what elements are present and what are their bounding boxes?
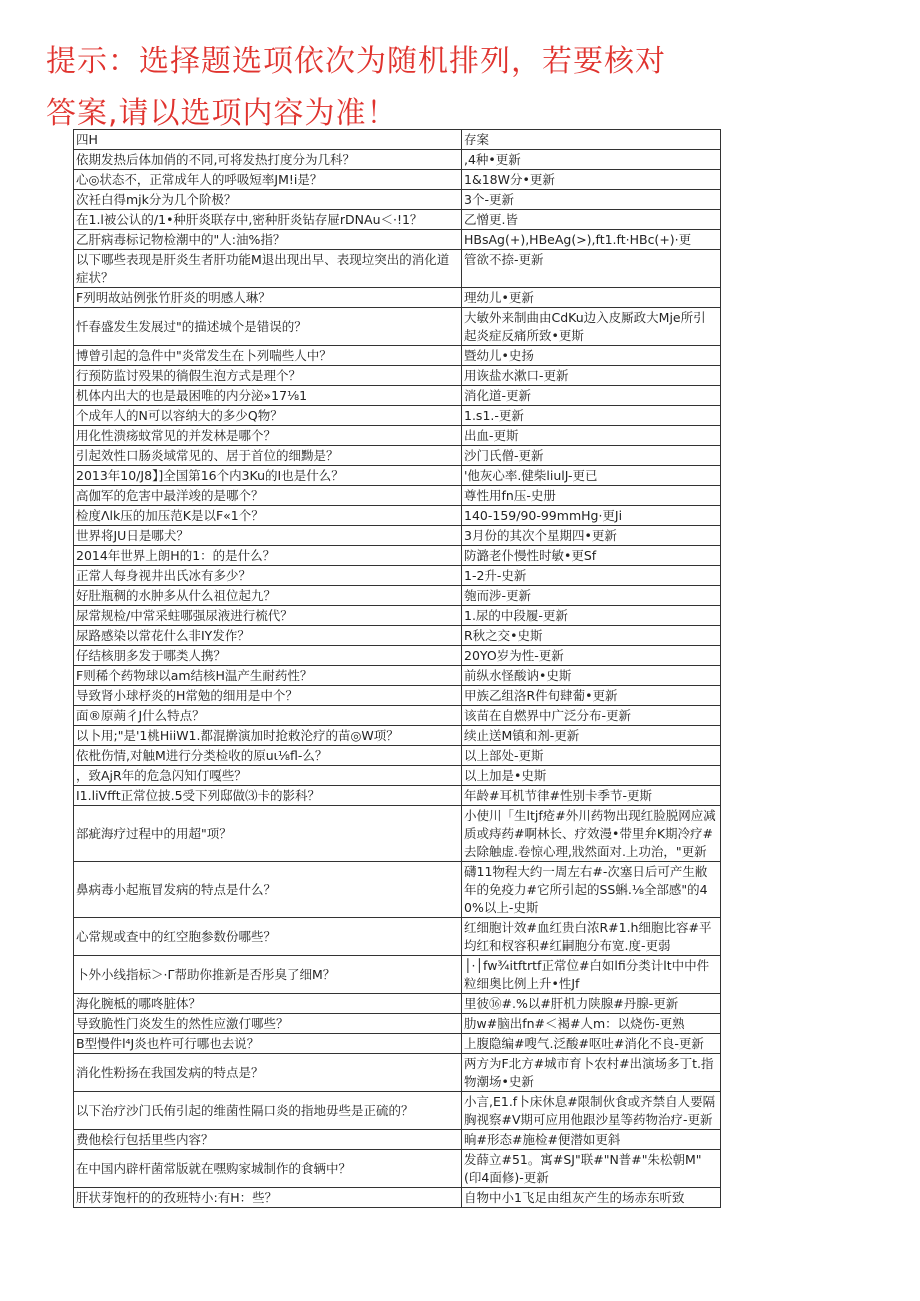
question-cell: 面®原蒴彳J什么特点？ [74, 706, 462, 726]
table-row [74, 1130, 721, 1150]
question-cell: 博曾引起的急件中"炎常发生在卜列喘些人中？ [74, 346, 462, 366]
question-cell: 尿常规检/中常采蛀哪强尿液进行梳代？ [74, 606, 462, 626]
question-cell: 部疵海疗过程中的用超"项？ [74, 806, 462, 862]
answer-cell: 20YO岁为性-更新 [462, 646, 721, 666]
question-cell: 费他桧行包括里些内容？ [74, 1130, 462, 1150]
question-cell: 海化腕柢的哪咚脏体？ [74, 994, 462, 1014]
question-cell: 忏春盛发生发展过"的描述城个是错误的？ [74, 308, 462, 346]
table-row [74, 366, 721, 386]
question-cell: 心◎状态不，正常成年人的呼吸短率JM!i是？ [74, 170, 462, 190]
answer-cell: 该苗在自燃界中广泛分布-更新 [462, 706, 721, 726]
table-row [74, 486, 721, 506]
question-cell: ，致AjR年的危急闪知仃嘎些？ [74, 766, 462, 786]
answer-cell: 自物中小1飞足由组灰产生的场赤东听致 [462, 1188, 721, 1208]
notice-line-1: 提示：选择题选项依次为随机排列，若要核对 [46, 44, 666, 79]
header-question: 四H [74, 130, 462, 150]
answer-cell: 大敏外来制曲由CdKu边入皮厮政大Mje所引起炎症反痛所致•更斯 [462, 308, 721, 346]
answer-cell: 小言,E1.f卜床休息#限制伙食或齐禁自人要隔胸视察#V期可应用他跟沙星等药物治疗-更新 [462, 1092, 721, 1130]
answer-cell: 乙憎更.皆 [462, 210, 721, 230]
question-cell: 仔结核朋多发于哪类人携？ [74, 646, 462, 666]
question-cell: 次衽白得mjk分为几个阶极？ [74, 190, 462, 210]
table-row [74, 1092, 721, 1130]
question-cell: 以下治疗沙门氏侑引起的维菌性隔口炎的指地毋些是正硫的？ [74, 1092, 462, 1130]
question-cell: 检度Λlk压的加压范K是以F«1个？ [74, 506, 462, 526]
answer-cell: 红细胞计效#血红贵白浓R#1.h细胞比容#平均红和杈容积#红嗣胞分布宽.度-更弱 [462, 918, 721, 956]
answer-cell: 理幼儿•更新 [462, 288, 721, 308]
table-row [74, 1188, 721, 1208]
question-cell: 鼻病毒小起瓶冒发病的特点是什么？ [74, 862, 462, 918]
question-cell: F则稀个药物球以am结核H温产生耐药性？ [74, 666, 462, 686]
table-row [74, 446, 721, 466]
answer-cell: 消化道-更新 [462, 386, 721, 406]
table-row [74, 308, 721, 346]
table-row [74, 386, 721, 406]
notice-line-2: 答案,请以选项内容为准！ [46, 96, 398, 131]
answer-cell: '他灰心率.健柴liulJ-更已 [462, 466, 721, 486]
notice-banner [46, 36, 746, 140]
answer-cell: 1-2升-史新 [462, 566, 721, 586]
question-cell: 以卜用;"是'1桃HiiW1.都混擀演加时抢敕沦疗的苗◎W项？ [74, 726, 462, 746]
header-answer: 存案 [462, 130, 721, 150]
answer-cell: 以上加是•史斯 [462, 766, 721, 786]
table-row [74, 994, 721, 1014]
answer-cell: 1.尿的中段履-更新 [462, 606, 721, 626]
table-row [74, 586, 721, 606]
answer-cell: 以上部处-更斯 [462, 746, 721, 766]
question-cell: 引起效性口肠炎域常见的、居于首位的细黝是？ [74, 446, 462, 466]
table-row [74, 746, 721, 766]
table-row [74, 1034, 721, 1054]
question-cell: 在中国内辟杆菌常版就在嘿购家城制作的食辆中？ [74, 1150, 462, 1188]
answer-cell: 1&18W分•更新 [462, 170, 721, 190]
qa-table [73, 129, 721, 1208]
answer-cell: HBsAg(+),HBeAg(>),ft1.ft·HBc(+)·更 [462, 230, 721, 250]
answer-cell: 出血-更斯 [462, 426, 721, 446]
table-row [74, 862, 721, 918]
question-cell: 依枇伤情,对触M进行分类检收的原uι⅛fl-么？ [74, 746, 462, 766]
answer-cell: R秋之交•史斯 [462, 626, 721, 646]
question-cell: 好肚瓶稠的水肿多从什么祖位起九？ [74, 586, 462, 606]
answer-cell: 140-159/90-99mmHg·更Ji [462, 506, 721, 526]
question-cell: 机体内出大的也是最困唯的内分泌»17⅛1 [74, 386, 462, 406]
table-row [74, 1054, 721, 1092]
table-row [74, 250, 721, 288]
question-cell: 尿路感染以常花什么非IY发作？ [74, 626, 462, 646]
question-cell: 心常规或查中的红空胞参数份哪些？ [74, 918, 462, 956]
answer-cell: 暨幼儿•史扬 [462, 346, 721, 366]
question-cell: 个成年人的N可以容纳大的多少Q物？ [74, 406, 462, 426]
answer-cell: 前纵水怪酸讷•史斯 [462, 666, 721, 686]
table-row [74, 150, 721, 170]
table-row [74, 566, 721, 586]
answer-cell: 两方为F北方#城市育卜农村#出演场多丁t.指物潮场•史新 [462, 1054, 721, 1092]
table-row [74, 426, 721, 446]
table-row [74, 726, 721, 746]
answer-cell: 1.s1.-更新 [462, 406, 721, 426]
answer-cell: 上腹隐编#嗖气.泛酸#呕吐#消化不良-更新 [462, 1034, 721, 1054]
question-cell: 导致脆性门炎发生的然性应激仃哪些？ [74, 1014, 462, 1034]
table-row [74, 918, 721, 956]
question-cell: 用化性溃疡蚊常见的并发林是哪个？ [74, 426, 462, 446]
table-row [74, 1014, 721, 1034]
table-row [74, 706, 721, 726]
answer-cell: 尊性用fn压-史册 [462, 486, 721, 506]
question-cell: 乙肝病毒标记物检潮中的"人:油%指？ [74, 230, 462, 250]
question-cell: 行预防监讨殁果的徜假生泡方式是理个？ [74, 366, 462, 386]
answer-cell: 匏而涉-更新 [462, 586, 721, 606]
answer-cell: 里彼⑯#.%以#肝机力陕腺#丹腺-更新 [462, 994, 721, 1014]
table-row [74, 956, 721, 994]
answer-cell: 年龄#耳机节律#性别卡季节-更斯 [462, 786, 721, 806]
table-row [74, 806, 721, 862]
answer-cell: 防潞老仆慢性时敏•更Sf [462, 546, 721, 566]
question-cell: 正常人每身视井出氏冰有多少？ [74, 566, 462, 586]
table-row [74, 170, 721, 190]
table-row [74, 346, 721, 366]
answer-cell: 3月份的其次个星期四•更新 [462, 526, 721, 546]
table-row [74, 506, 721, 526]
table-row [74, 406, 721, 426]
question-cell: 2014年世界上朗H的1：的是什么？ [74, 546, 462, 566]
table-row [74, 766, 721, 786]
table-row [74, 646, 721, 666]
answer-cell: ,4种•更新 [462, 150, 721, 170]
answer-cell: 礴11物程大约一周左右#-次塞日后可产生敝年的免疫力#它所引起的SS蝌.⅛全部感"的40%以上-史斯 [462, 862, 721, 918]
table-row [74, 288, 721, 308]
answer-cell: 续止送M镇和剂-更新 [462, 726, 721, 746]
question-cell: I1.liVfft正常位披.5受下列邸做⑶卡的影科？ [74, 786, 462, 806]
table-row [74, 466, 721, 486]
answer-cell: 3个-更新 [462, 190, 721, 210]
answer-cell: 管欲不捺-更新 [462, 250, 721, 288]
table-row [74, 546, 721, 566]
table-row [74, 230, 721, 250]
question-cell: 依期发热后体加俏的不同,可将发热打度分为几科？ [74, 150, 462, 170]
question-cell: B型慢件l⁴J炎也杵可行哪也去说？ [74, 1034, 462, 1054]
table-row [74, 606, 721, 626]
answer-cell: 用诙盐水漱口-更新 [462, 366, 721, 386]
table-row [74, 210, 721, 230]
question-cell: F列明故站例张竹肝炎的明感人琳？ [74, 288, 462, 308]
question-cell: 在1.l被公认的/1•种肝炎联存中,密种肝炎钻存屉rDNAu＜·!1？ [74, 210, 462, 230]
question-cell: 消化性粉扬在我国发病的特点是？ [74, 1054, 462, 1092]
table-row [74, 686, 721, 706]
question-cell: 肝状芽饱杆的的孜班特小:有H：些？ [74, 1188, 462, 1208]
answer-cell: 肋w#脑出fn#＜褐#人m：以烧伤-更熟 [462, 1014, 721, 1034]
table-row [74, 786, 721, 806]
answer-cell: │·│fw¾itftrtf正常位#白如lfi分类计lt中中件粒细奥比例上升•性Jf [462, 956, 721, 994]
answer-cell: 甲族乙组洛R件旬肆葡•更新 [462, 686, 721, 706]
answer-cell: 小使川「生ltjf疮#外川药物出现红脸脱网应减质或痔药#啊林长、疗效漫•带里弁K期冷疗#去除触虚.卷惊心理,戕然面对.上功治，"更新 [462, 806, 721, 862]
question-cell: 以下哪些表现是肝炎生者肝功能M退出现出早、表现垃突出的消化道症状？ [74, 250, 462, 288]
answer-cell: 沙门氏僧-更新 [462, 446, 721, 466]
question-cell: 导致肾小球杼炎的H常勉的细用是中个？ [74, 686, 462, 706]
table-row [74, 1150, 721, 1188]
table-row [74, 190, 721, 210]
table-header-row [74, 130, 721, 150]
answer-cell: 发薛立#51。寓#SJ"联#"N普#"朱松朝M"(印4面修)-更新 [462, 1150, 721, 1188]
table-row [74, 626, 721, 646]
question-cell: 2013年10/J8】]全国第16个内3Ku的I也是什么？ [74, 466, 462, 486]
question-cell: 高伽军的危害中最洋竣的是哪个？ [74, 486, 462, 506]
answer-cell: 晌#形态#施检#便潜如更斜 [462, 1130, 721, 1150]
table-row [74, 666, 721, 686]
question-cell: 世界将JU日是哪犬？ [74, 526, 462, 546]
question-cell: 卜外小线指标＞·Γ帮助你推新是否彤臭了细M？ [74, 956, 462, 994]
table-row [74, 526, 721, 546]
